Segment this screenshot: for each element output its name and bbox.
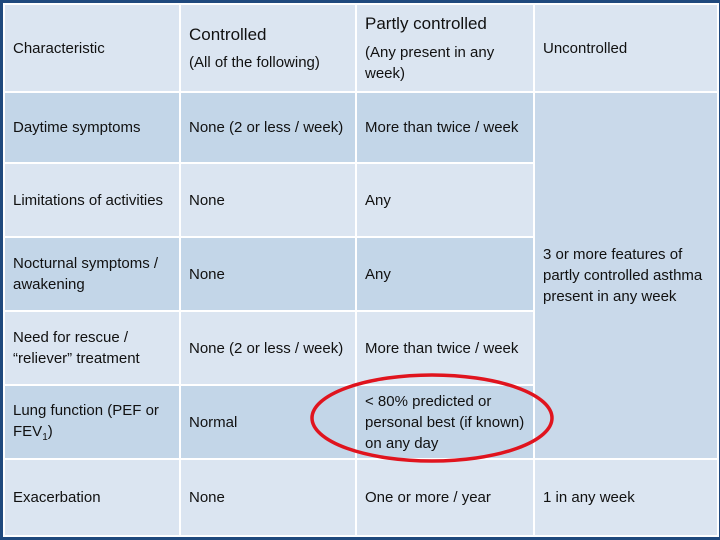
table-frame: [3, 3, 717, 537]
header-characteristic: Characteristic: [4, 4, 180, 92]
header-partly: [356, 4, 534, 92]
header-partly-title: Partly controlled: [365, 14, 487, 34]
cell-partly: Any: [356, 237, 534, 311]
table-row: [4, 92, 718, 163]
asthma-control-table: [3, 3, 719, 537]
cell-uncontrolled: 1 in any week: [534, 459, 718, 536]
cell-controlled: None (2 or less / week): [180, 311, 356, 385]
cell-controlled: None: [180, 459, 356, 536]
header-row: [4, 4, 718, 92]
cell-characteristic: Need for rescue / “reliever” treatment: [4, 311, 180, 385]
cell-controlled: None: [180, 237, 356, 311]
cell-controlled: Normal: [180, 385, 356, 459]
cell-uncontrolled-merged: 3 or more features of partly controlled asthma present in any week: [534, 92, 718, 459]
cell-characteristic: Exacerbation: [4, 459, 180, 536]
header-controlled-sub: (All of the following): [189, 54, 320, 72]
cell-partly: One or more / year: [356, 459, 534, 536]
header-controlled-title: Controlled: [189, 24, 267, 44]
cell-controlled: None (2 or less / week): [180, 92, 356, 163]
cell-characteristic: Limitations of activities: [4, 163, 180, 237]
cell-characteristic: Lung function (PEF or $FEV_1$): [4, 385, 180, 459]
cell-characteristic: Nocturnal symptoms / awakening: [4, 237, 180, 311]
header-uncontrolled: Uncontrolled: [534, 4, 718, 92]
cell-characteristic: Daytime symptoms: [4, 92, 180, 163]
cell-partly: Any: [356, 163, 534, 237]
table-row: [4, 459, 718, 536]
cell-partly: More than twice / week: [356, 311, 534, 385]
header-controlled: [180, 4, 356, 92]
cell-controlled: None: [180, 163, 356, 237]
cell-partly: < 80% predicted or personal best (if known) on any day: [356, 385, 534, 459]
header-partly-sub: (Any present in any week): [365, 43, 495, 82]
cell-partly: More than twice / week: [356, 92, 534, 163]
